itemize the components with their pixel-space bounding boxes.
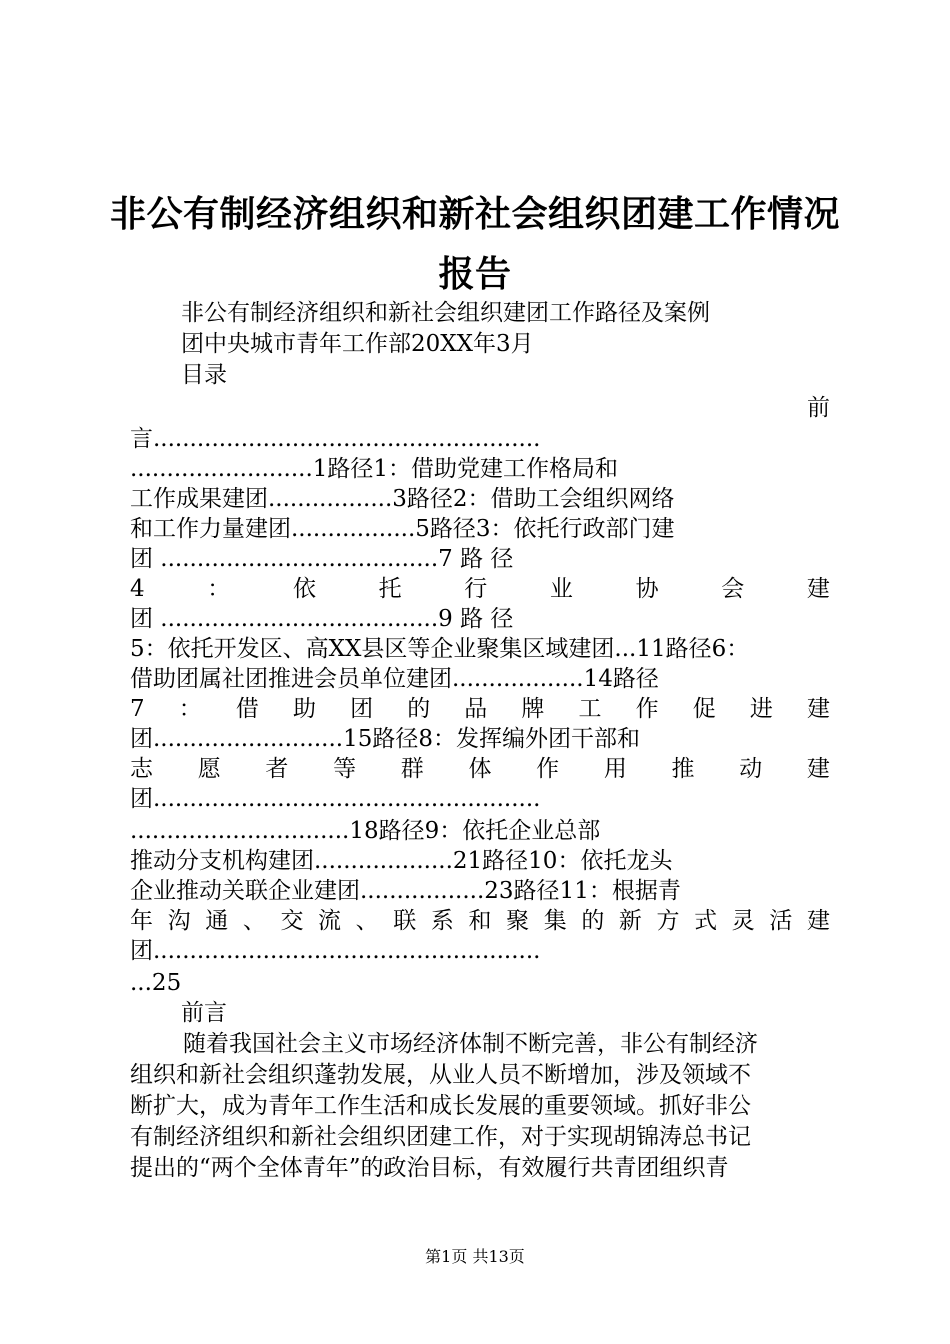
toc-line: 前 bbox=[807, 395, 830, 421]
toc-word: 通 bbox=[205, 908, 229, 934]
preface-line: 有制经济组织和新社会组织团建工作，对于实现胡锦涛总书记 bbox=[130, 1124, 751, 1150]
toc-line: 团 ......................................7 路 径 bbox=[130, 546, 514, 572]
toc-word: 集 bbox=[543, 908, 567, 934]
toc-line-spread bbox=[130, 573, 830, 605]
toc-word: 系 bbox=[430, 908, 454, 934]
toc-word: 业 bbox=[549, 576, 573, 602]
issuer-line: 团中央城市青年工作部20XX年3月 bbox=[181, 331, 534, 357]
preface-line: 断扩大，成为青年工作生活和成长发展的重要领域。抓好非公 bbox=[130, 1093, 751, 1119]
toc-word: 助 bbox=[292, 696, 316, 722]
page-number: 第1页 共13页 bbox=[425, 1247, 525, 1266]
preface-line: 提出的“两个全体青年”的政治目标，有效履行共青团组织青 bbox=[130, 1155, 729, 1181]
toc-word: ： bbox=[178, 696, 202, 722]
toc-word: 和 bbox=[468, 908, 492, 934]
toc-word: 7 bbox=[130, 696, 145, 722]
toc-word: 交 bbox=[280, 908, 304, 934]
toc-word: 聚 bbox=[506, 908, 530, 934]
toc-word: 新 bbox=[618, 908, 642, 934]
toc-word: 品 bbox=[464, 696, 488, 722]
toc-word: 方 bbox=[656, 908, 680, 934]
toc-line: 和工作力量建团.................5路径3：依托行政部门建 bbox=[130, 516, 675, 542]
toc-line-spread bbox=[130, 753, 830, 785]
toc-word: 建 bbox=[806, 576, 830, 602]
toc-word: 动 bbox=[739, 756, 763, 782]
toc-word: 年 bbox=[130, 908, 153, 934]
toc-word: 、 bbox=[242, 908, 266, 934]
toc-word: 行 bbox=[464, 576, 488, 602]
document-title-continued: 报告 bbox=[438, 254, 512, 295]
toc-word: 体 bbox=[468, 756, 492, 782]
toc-word: 等 bbox=[333, 756, 357, 782]
toc-word: 4 bbox=[130, 576, 145, 602]
toc-line: .........................1路径1：借助党建工作格局和 bbox=[130, 456, 619, 482]
toc-word: 工 bbox=[578, 696, 602, 722]
toc-word: 会 bbox=[721, 576, 745, 602]
toc-heading: 目录 bbox=[181, 362, 227, 388]
toc-word: 建 bbox=[806, 696, 830, 722]
toc-line: 团 ......................................9 路 径 bbox=[130, 606, 514, 632]
toc-word: ： bbox=[207, 576, 231, 602]
toc-line: 团..........................15路径8：发挥编外团干部和 bbox=[130, 726, 640, 752]
toc-word: 用 bbox=[603, 756, 627, 782]
toc-word: 活 bbox=[769, 908, 793, 934]
toc-word: 流 bbox=[318, 908, 342, 934]
toc-line: 借助团属社团推进会员单位建团..................14路径 bbox=[130, 666, 659, 692]
toc-word: 、 bbox=[355, 908, 379, 934]
toc-word: 借 bbox=[235, 696, 259, 722]
toc-line: 推动分支机构建团...................21路径10：依托龙头 bbox=[130, 848, 673, 874]
toc-word: 进 bbox=[749, 696, 773, 722]
toc-word: 作 bbox=[635, 696, 659, 722]
preface-line: 组织和新社会组织蓬勃发展，从业人员不断增加，涉及领域不 bbox=[130, 1062, 751, 1088]
toc-line: 企业推动关联企业建团.................23路径11：根据青 bbox=[130, 878, 681, 904]
toc-line: 团..................................................... bbox=[130, 938, 541, 964]
toc-word: 托 bbox=[378, 576, 402, 602]
toc-line-spread bbox=[130, 905, 830, 937]
toc-word: 建 bbox=[806, 756, 830, 782]
toc-line: 团..................................................... bbox=[130, 786, 541, 812]
toc-line: ..............................18路径9：依托企业总部 bbox=[130, 818, 601, 844]
toc-word: 牌 bbox=[521, 696, 545, 722]
toc-word: 群 bbox=[400, 756, 424, 782]
toc-word: 作 bbox=[536, 756, 560, 782]
subtitle: 非公有制经济组织和新社会组织建团工作路径及案例 bbox=[181, 300, 710, 326]
toc-word: 愿 bbox=[197, 756, 221, 782]
toc-line: 工作成果建团.................3路径2：借助工会组织网络 bbox=[130, 486, 675, 512]
toc-word: 促 bbox=[692, 696, 716, 722]
toc-line: 5：依托开发区、高XX县区等企业聚集区域建团...11路径6： bbox=[130, 636, 750, 662]
toc-word: 的 bbox=[407, 696, 431, 722]
toc-word: 者 bbox=[265, 756, 289, 782]
preface-line: 随着我国社会主义市场经济体制不断完善，非公有制经济 bbox=[183, 1031, 758, 1057]
toc-word: 的 bbox=[581, 908, 605, 934]
toc-word: 团 bbox=[350, 696, 374, 722]
toc-word: 沟 bbox=[167, 908, 191, 934]
toc-line-spread bbox=[130, 693, 830, 725]
toc-line: ...25 bbox=[130, 970, 182, 996]
toc-word: 协 bbox=[635, 576, 659, 602]
toc-word: 推 bbox=[671, 756, 695, 782]
toc-word: 依 bbox=[292, 576, 316, 602]
toc-word: 联 bbox=[393, 908, 417, 934]
toc-word: 志 bbox=[130, 756, 153, 782]
document-title: 非公有制经济组织和新社会组织团建工作情况 bbox=[109, 194, 840, 235]
toc-word: 建 bbox=[806, 908, 830, 934]
toc-word: 灵 bbox=[731, 908, 755, 934]
toc-line: 言..................................................... bbox=[130, 426, 541, 452]
preface-heading: 前言 bbox=[181, 1000, 227, 1026]
toc-word: 式 bbox=[694, 908, 718, 934]
